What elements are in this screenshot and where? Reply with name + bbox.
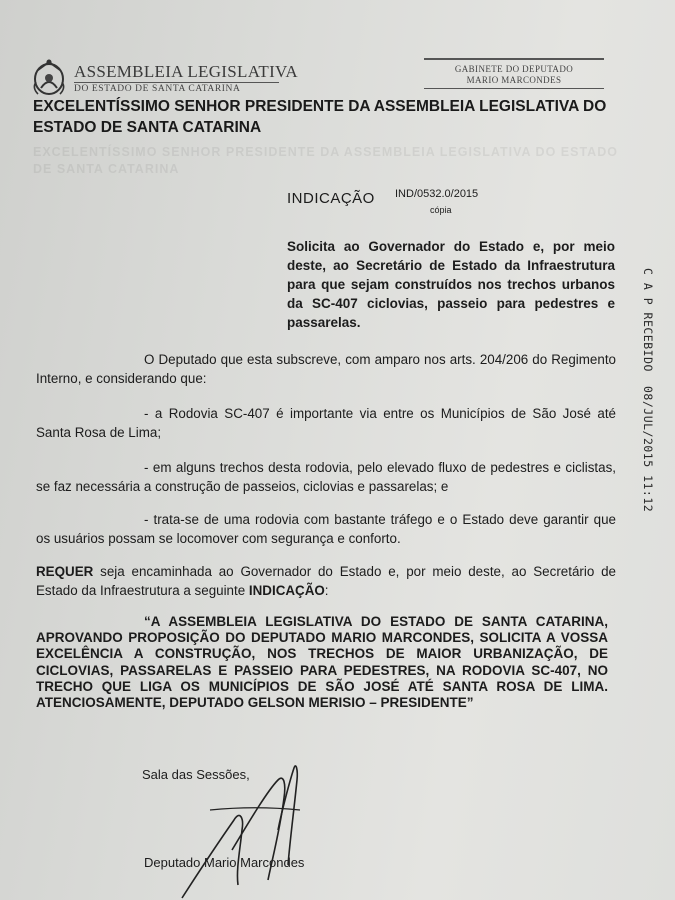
office-line-2: MARIO MARCONDES: [466, 75, 562, 85]
consideration-2: - em alguns trechos desta rodovia, pelo elevado fluxo de pedestres e ciclistas, se faz necessária a construção de passeios, ciclovias e passarelas; e: [36, 460, 616, 494]
signer-name: Deputado Mario Marcondes: [144, 855, 305, 870]
request-text: seja encaminhada ao Governador do Estado e, por meio deste, ao Secretário de Estado da Infraestrutura a seguinte: [36, 564, 616, 598]
reception-stamp: [641, 268, 663, 513]
request-keyword: REQUER: [36, 564, 94, 579]
bleed-through-text: EXCELENTÍSSIMO SENHOR PRESIDENTE DA ASSEMBLEIA LEGISLATIVA DO ESTADO DE SANTA CATARINA: [33, 145, 618, 176]
request-indication: INDICAÇÃO: [248, 582, 325, 598]
indication-label: INDICAÇÃO: [287, 190, 375, 207]
consideration-1: - a Rodovia SC-407 é importante via entre os Municípios de São José até Santa Rosa de Lima;: [36, 406, 616, 440]
office-line-1: GABINETE DO DEPUTADO: [454, 64, 574, 74]
stamp-datetime: 08/JUL/2015 11:12: [641, 386, 655, 513]
consideration-3: - trata-se de uma rodovia com bastante tráfego e o Estado deve garantir que os usuários possam se locomover com segurança e conforto.: [36, 512, 616, 546]
copy-note: cópia: [430, 205, 452, 215]
handwritten-signature: [160, 750, 360, 900]
indication-text: “A ASSEMBLEIA LEGISLATIVA DO ESTADO DE SANTA CATARINA, APROVANDO PROPOSIÇÃO DO DEPUTADO MARIO MARCONDES, SOLICITA A VOSSA EXCELÊNCIA A CONSTRUÇÃO, NOS TRECHOS DE MAIOR URBANIZAÇÃO, DE CICLOVIAS, PASSARELAS E PASSEIO PARA PEDESTRES, NA RODOVIA SC-407, NO TRECHO QUE LIGA OS MUNICÍPIOS DE SÃO JOSÉ ATÉ SANTA ROSA DE LIMA. ATENCIOSAMENTE, DEPUTADO GELSON MERISIO – PRESIDENTE”: [36, 614, 608, 711]
request-end: :: [324, 582, 329, 598]
indication-number: IND/0532.0/2015: [395, 188, 479, 200]
summary-paragraph: Solicita ao Governador do Estado e, por meio deste, ao Secretário de Estado da Infraestrutura para que sejam construídos nos trechos urbanos da SC-407 ciclovias, passeio para pedestres e passarelas.: [287, 239, 615, 330]
assembly-subtitle: DO ESTADO DE SANTA CATARINA: [74, 82, 279, 94]
request-paragraph: [36, 563, 616, 600]
session-place: Sala das Sessões,: [142, 767, 250, 782]
state-seal-icon: [30, 58, 68, 98]
addressee-heading: EXCELENTÍSSIMO SENHOR PRESIDENTE DA ASSEMBLEIA LEGISLATIVA DO ESTADO DE SANTA CATARINA: [33, 98, 607, 136]
stamp-received: C A P RECEBIDO: [641, 268, 655, 372]
intro-paragraph: O Deputado que esta subscreve, com amparo nos arts. 204/206 do Regimento Interno, e considerando que:: [36, 352, 616, 386]
assembly-name: ASSEMBLEIA LEGISLATIVA: [74, 62, 298, 81]
